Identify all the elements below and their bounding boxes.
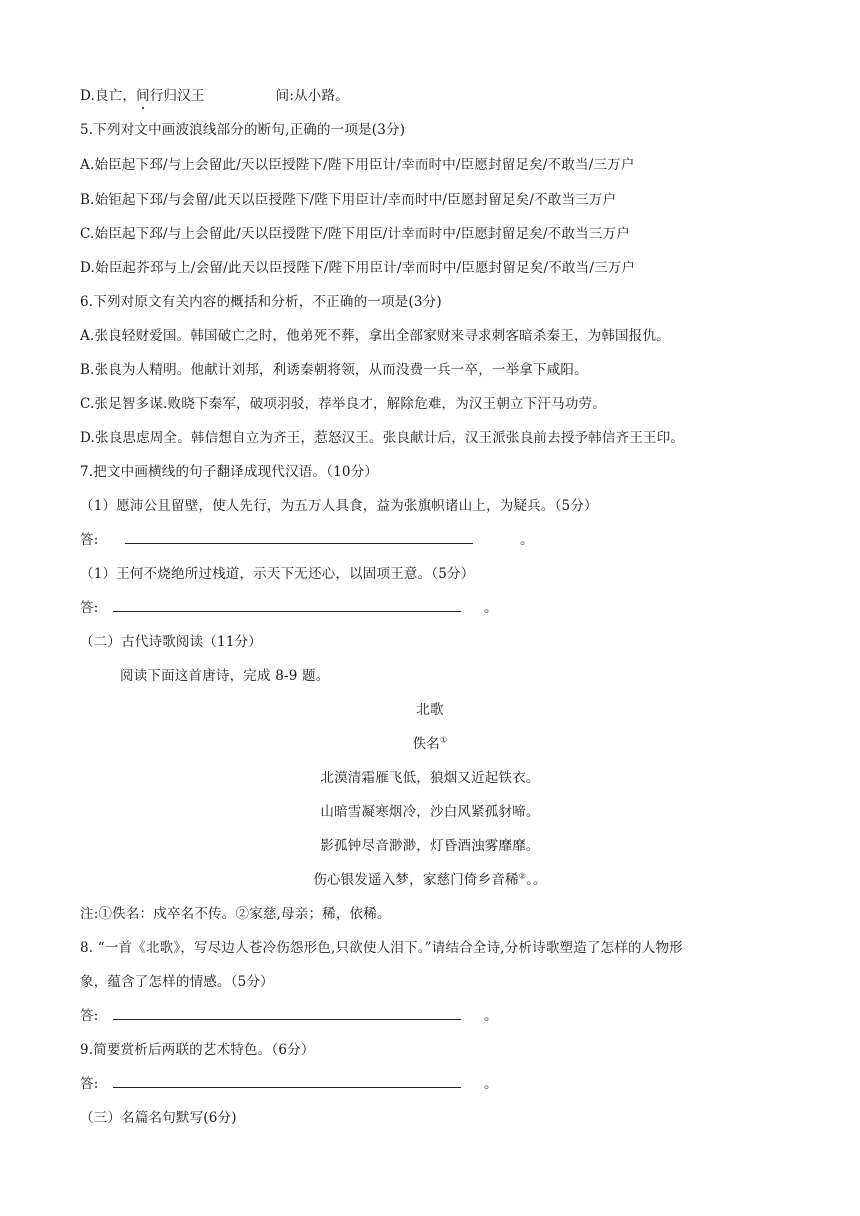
q6-option-b: B.张良为人精明。他献计刘邦，利诱秦朝将领，从而没费一兵一卒，一举拿下咸阳。: [80, 362, 588, 378]
q9-stem: 9.简要赏析后两联的艺术特色。（6分）: [80, 1042, 315, 1058]
answer-label: 答:: [80, 1008, 99, 1024]
poem-line-4-end: 。。: [526, 872, 547, 888]
poem-line-1: 北漠清霜雁飞低，狼烟又近起铁衣。: [320, 770, 540, 786]
answer-end: 。: [519, 532, 534, 548]
option-text-rest: 行归汉王: [149, 88, 205, 104]
answer-end: 。: [483, 1076, 498, 1092]
answer-blank-q8[interactable]: [113, 1007, 461, 1020]
q7-stem: 7.把文中画横线的句子翻译成现代汉语。（10分）: [80, 464, 379, 480]
q7-sub2: （1）王何不烧绝所过栈道，示天下无还心，以固项王意。（5分）: [80, 566, 475, 582]
poem-title: 北歌: [416, 702, 444, 718]
answer-label: 答:: [80, 600, 99, 616]
q6-option-c: C.张足智多谋.败晓下秦军，破项羽驳，荐举良才，解除危难，为汉王朝立下汗马功劳。: [80, 396, 606, 412]
section2-instruction: 阅读下面这首唐诗，完成 8-9 题。: [120, 668, 330, 684]
poem-note: 注:①佚名：戍卒名不传。②家慈,母亲；稀，依稀。: [80, 906, 391, 922]
answer-end: 。: [483, 1008, 498, 1024]
emphasis-dot-char: 间: [136, 88, 150, 104]
poem-line-2: 山暗雪凝寒烟冷，沙白风紧孤豺啼。: [320, 804, 540, 820]
q6-option-a: A.张良轻财爱国。韩国破亡之时，他弟死不葬，拿出全部家财来寻求刺客暗杀秦王，为韩国报仇。: [80, 328, 670, 344]
q5-option-a: A.始臣起下邳/与上会留此/天以臣授陛下/陛下用臣计/幸而时中/臣愿封留足矣/不敢当/三万户: [80, 157, 635, 173]
q5-option-d: D.始臣起芥邳与上/会留/此天以臣授陛下/陛下用臣计/幸而时中/臣愿封留足矣/不敢当/三万户: [80, 260, 636, 276]
q5-option-c: C.始臣起下邳/与上会留此/天以臣授陛下/陛下用臣/计幸而时中/臣愿封留足矣/不敢当三万户: [80, 226, 630, 242]
poem-author: [0, 734, 860, 754]
option-text: D.良亡，: [80, 88, 137, 104]
q5-stem: 5.下列对文中画波浪线部分的断句,正确的一项是(3分): [80, 122, 406, 138]
q5-option-b: B.始钜起下邳/与会留/此天以臣授陛下/陛下用臣计/幸而时中/臣愿封留足矣/不敢当三万户: [80, 192, 617, 208]
poem-line-3: 影孤钟尽音渺渺，灯昏酒浊雾靡靡。: [320, 838, 540, 854]
answer-blank-2[interactable]: [113, 599, 461, 612]
poem-line-4-text: 伤心银发遥入梦，家慈门倚乡音稀: [313, 872, 519, 888]
q4-option-d: [80, 86, 349, 106]
q8-stem-line1: 8. “一首《北歌》，写尽边人苍冷伤怨形色,只欲使人泪下。”请结合全诗,分析诗歌塑造了怎样的人物形: [80, 940, 683, 956]
note-mark-2: ②: [518, 871, 527, 881]
section2-heading: （二）古代诗歌阅读（11分）: [80, 634, 262, 650]
answer-label: 答:: [80, 532, 99, 548]
answer-blank-1[interactable]: [125, 531, 473, 544]
word-gloss: 间:从小路。: [275, 88, 349, 104]
answer-end: 。: [483, 600, 498, 616]
answer-label: 答:: [80, 1076, 99, 1092]
q6-option-d: D.张良思虑周全。韩信想自立为齐王，惹怒汉王。张良献计后，汉王派张良前去授予韩信齐王王印。: [80, 430, 685, 446]
section3-heading: （三）名篇名句默写(6分): [80, 1110, 237, 1126]
q7-sub1: （1）愿沛公且留壁，使人先行，为五万人具食，益为张旗帜诸山上，为疑兵。（5分）: [80, 498, 598, 514]
q8-answer: [80, 1006, 498, 1026]
q7-answer-2: [80, 598, 498, 618]
poem-line-4: [0, 870, 860, 890]
author-name: 佚名: [412, 736, 441, 752]
q7-answer-1: [80, 530, 534, 550]
q9-answer: [80, 1074, 498, 1094]
answer-blank-q9[interactable]: [113, 1075, 461, 1088]
q8-stem-line2: 象，蕴含了怎样的情感。（5分）: [80, 974, 274, 990]
note-mark-1: ①: [440, 735, 448, 745]
q6-stem: 6.下列对原文有关内容的概括和分析，不正确的一项是(3分): [80, 294, 442, 310]
